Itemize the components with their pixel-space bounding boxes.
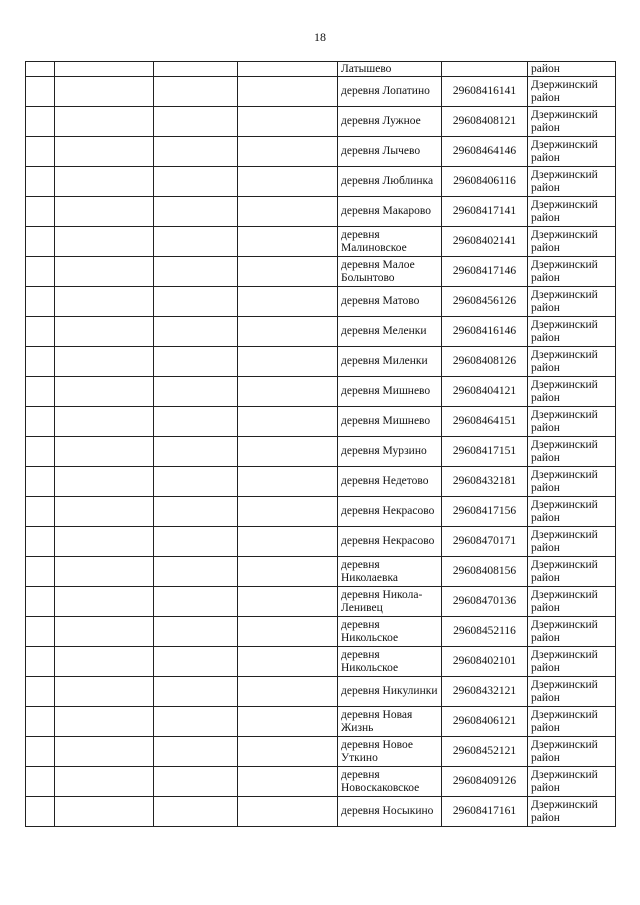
district-cell: район <box>528 62 616 77</box>
district-cell: Дзержинский район <box>528 437 616 467</box>
empty-cell <box>26 407 55 437</box>
empty-cell <box>26 437 55 467</box>
empty-cell <box>238 677 338 707</box>
empty-cell <box>55 317 154 347</box>
oktmo-code-cell: 29608470136 <box>442 587 528 617</box>
empty-cell <box>55 77 154 107</box>
empty-cell <box>154 467 238 497</box>
settlement-name-cell: деревня Миленки <box>338 347 442 377</box>
empty-cell <box>238 467 338 497</box>
empty-cell <box>26 767 55 797</box>
empty-cell <box>238 377 338 407</box>
district-cell: Дзержинский район <box>528 587 616 617</box>
empty-cell <box>55 467 154 497</box>
table-row <box>26 317 616 347</box>
settlement-name-cell: деревня Новая Жизнь <box>338 707 442 737</box>
empty-cell <box>55 347 154 377</box>
empty-cell <box>26 107 55 137</box>
empty-cell <box>26 587 55 617</box>
empty-cell <box>154 737 238 767</box>
table-row <box>26 377 616 407</box>
empty-cell <box>238 737 338 767</box>
empty-cell <box>55 227 154 257</box>
district-cell: Дзержинский район <box>528 137 616 167</box>
oktmo-code-cell: 29608404121 <box>442 377 528 407</box>
empty-cell <box>154 77 238 107</box>
empty-cell <box>55 527 154 557</box>
empty-cell <box>154 677 238 707</box>
oktmo-code-cell: 29608417151 <box>442 437 528 467</box>
empty-cell <box>26 497 55 527</box>
settlement-name-cell: деревня Малое Болынтово <box>338 257 442 287</box>
empty-cell <box>55 407 154 437</box>
table-row <box>26 527 616 557</box>
empty-cell <box>26 347 55 377</box>
settlement-name-cell: деревня Недетово <box>338 467 442 497</box>
district-cell: Дзержинский район <box>528 287 616 317</box>
table-row <box>26 467 616 497</box>
settlement-name-cell: деревня Макарово <box>338 197 442 227</box>
district-cell: Дзержинский район <box>528 197 616 227</box>
empty-cell <box>154 107 238 137</box>
oktmo-code-cell: 29608406116 <box>442 167 528 197</box>
table-row <box>26 347 616 377</box>
empty-cell <box>26 797 55 827</box>
oktmo-code-cell: 29608417161 <box>442 797 528 827</box>
empty-cell <box>55 167 154 197</box>
empty-cell <box>154 227 238 257</box>
empty-cell <box>154 197 238 227</box>
oktmo-code-cell: 29608417141 <box>442 197 528 227</box>
empty-cell <box>238 647 338 677</box>
district-cell: Дзержинский район <box>528 527 616 557</box>
settlement-name-cell: деревня Лопатино <box>338 77 442 107</box>
empty-cell <box>55 437 154 467</box>
empty-cell <box>238 797 338 827</box>
oktmo-code-cell <box>442 62 528 77</box>
empty-cell <box>26 287 55 317</box>
table-row <box>26 677 616 707</box>
empty-cell <box>26 557 55 587</box>
empty-cell <box>26 707 55 737</box>
district-cell: Дзержинский район <box>528 467 616 497</box>
empty-cell <box>238 317 338 347</box>
empty-cell <box>238 437 338 467</box>
empty-cell <box>154 797 238 827</box>
district-cell: Дзержинский район <box>528 617 616 647</box>
oktmo-code-cell: 29608456126 <box>442 287 528 317</box>
settlement-name-cell: деревня Мурзино <box>338 437 442 467</box>
settlement-name-cell: деревня Люблинка <box>338 167 442 197</box>
district-cell: Дзержинский район <box>528 707 616 737</box>
empty-cell <box>55 107 154 137</box>
table-row <box>26 407 616 437</box>
empty-cell <box>154 137 238 167</box>
empty-cell <box>26 167 55 197</box>
table-row <box>26 707 616 737</box>
empty-cell <box>26 737 55 767</box>
empty-cell <box>238 407 338 437</box>
table-row <box>26 497 616 527</box>
empty-cell <box>238 257 338 287</box>
empty-cell <box>154 317 238 347</box>
empty-cell <box>26 377 55 407</box>
oktmo-code-cell: 29608452121 <box>442 737 528 767</box>
empty-cell <box>26 677 55 707</box>
empty-cell <box>26 257 55 287</box>
oktmo-code-cell: 29608406121 <box>442 707 528 737</box>
empty-cell <box>55 797 154 827</box>
table-row <box>26 557 616 587</box>
empty-cell <box>238 227 338 257</box>
oktmo-code-cell: 29608402141 <box>442 227 528 257</box>
empty-cell <box>238 62 338 77</box>
table-row <box>26 227 616 257</box>
empty-cell <box>55 557 154 587</box>
table-row <box>26 287 616 317</box>
empty-cell <box>55 767 154 797</box>
table-body <box>26 62 616 827</box>
settlement-name-cell: деревня Мишнево <box>338 407 442 437</box>
empty-cell <box>238 107 338 137</box>
oktmo-code-cell: 29608470171 <box>442 527 528 557</box>
oktmo-code-cell: 29608408126 <box>442 347 528 377</box>
empty-cell <box>55 287 154 317</box>
district-cell: Дзержинский район <box>528 377 616 407</box>
empty-cell <box>154 287 238 317</box>
district-cell: Дзержинский район <box>528 797 616 827</box>
empty-cell <box>26 137 55 167</box>
empty-cell <box>238 707 338 737</box>
empty-cell <box>55 737 154 767</box>
table-row <box>26 437 616 467</box>
empty-cell <box>55 257 154 287</box>
oktmo-code-cell: 29608464151 <box>442 407 528 437</box>
settlement-name-cell: деревня Матово <box>338 287 442 317</box>
empty-cell <box>238 167 338 197</box>
settlement-name-cell: деревня Лычево <box>338 137 442 167</box>
settlement-name-cell: деревня Никола-Ленивец <box>338 587 442 617</box>
empty-cell <box>238 497 338 527</box>
table-row <box>26 257 616 287</box>
settlement-name-cell: деревня Некрасово <box>338 497 442 527</box>
district-cell: Дзержинский район <box>528 317 616 347</box>
settlement-name-cell: деревня Некрасово <box>338 527 442 557</box>
table-row <box>26 797 616 827</box>
empty-cell <box>26 317 55 347</box>
empty-cell <box>154 647 238 677</box>
oktmo-code-cell: 29608408121 <box>442 107 528 137</box>
empty-cell <box>154 707 238 737</box>
empty-cell <box>55 497 154 527</box>
table-row <box>26 62 616 77</box>
empty-cell <box>154 527 238 557</box>
district-cell: Дзержинский район <box>528 257 616 287</box>
settlements-table <box>25 61 616 827</box>
oktmo-code-cell: 29608416146 <box>442 317 528 347</box>
oktmo-code-cell: 29608416141 <box>442 77 528 107</box>
empty-cell <box>26 467 55 497</box>
empty-cell <box>26 527 55 557</box>
table-row <box>26 617 616 647</box>
district-cell: Дзержинский район <box>528 227 616 257</box>
settlement-name-cell: деревня Носыкино <box>338 797 442 827</box>
oktmo-code-cell: 29608408156 <box>442 557 528 587</box>
empty-cell <box>154 617 238 647</box>
district-cell: Дзержинский район <box>528 497 616 527</box>
table-row <box>26 167 616 197</box>
empty-cell <box>55 647 154 677</box>
table-row <box>26 107 616 137</box>
table-row <box>26 137 616 167</box>
empty-cell <box>154 437 238 467</box>
settlement-name-cell: Латышево <box>338 62 442 77</box>
empty-cell <box>238 557 338 587</box>
table-row <box>26 587 616 617</box>
oktmo-code-cell: 29608417156 <box>442 497 528 527</box>
oktmo-code-cell: 29608432181 <box>442 467 528 497</box>
settlement-name-cell: деревня Новое Уткино <box>338 737 442 767</box>
district-cell: Дзержинский район <box>528 737 616 767</box>
district-cell: Дзержинский район <box>528 557 616 587</box>
table-row <box>26 77 616 107</box>
empty-cell <box>154 62 238 77</box>
empty-cell <box>238 617 338 647</box>
empty-cell <box>238 587 338 617</box>
district-cell: Дзержинский район <box>528 647 616 677</box>
empty-cell <box>55 377 154 407</box>
oktmo-code-cell: 29608452116 <box>442 617 528 647</box>
empty-cell <box>26 77 55 107</box>
empty-cell <box>238 197 338 227</box>
empty-cell <box>154 167 238 197</box>
empty-cell <box>154 557 238 587</box>
table-row <box>26 647 616 677</box>
oktmo-code-cell: 29608409126 <box>442 767 528 797</box>
settlement-name-cell: деревня Мишнево <box>338 377 442 407</box>
empty-cell <box>26 197 55 227</box>
settlement-name-cell: деревня Меленки <box>338 317 442 347</box>
empty-cell <box>238 527 338 557</box>
empty-cell <box>55 62 154 77</box>
empty-cell <box>55 137 154 167</box>
empty-cell <box>238 287 338 317</box>
empty-cell <box>154 587 238 617</box>
empty-cell <box>154 257 238 287</box>
settlement-name-cell: деревня Никольское <box>338 647 442 677</box>
empty-cell <box>55 677 154 707</box>
empty-cell <box>55 617 154 647</box>
settlement-name-cell: деревня Новоскаковское <box>338 767 442 797</box>
empty-cell <box>26 647 55 677</box>
empty-cell <box>26 617 55 647</box>
oktmo-code-cell: 29608402101 <box>442 647 528 677</box>
district-cell: Дзержинский район <box>528 407 616 437</box>
oktmo-code-cell: 29608464146 <box>442 137 528 167</box>
district-cell: Дзержинский район <box>528 107 616 137</box>
settlement-name-cell: деревня Никольское <box>338 617 442 647</box>
empty-cell <box>154 497 238 527</box>
empty-cell <box>55 707 154 737</box>
oktmo-code-cell: 29608417146 <box>442 257 528 287</box>
empty-cell <box>238 347 338 377</box>
district-cell: Дзержинский район <box>528 167 616 197</box>
empty-cell <box>154 347 238 377</box>
district-cell: Дзержинский район <box>528 677 616 707</box>
empty-cell <box>26 62 55 77</box>
page-number: 18 <box>314 30 326 44</box>
empty-cell <box>154 407 238 437</box>
settlement-name-cell: деревня Никулинки <box>338 677 442 707</box>
settlement-name-cell: деревня Николаевка <box>338 557 442 587</box>
oktmo-code-cell: 29608432121 <box>442 677 528 707</box>
table-row <box>26 737 616 767</box>
settlement-name-cell: деревня Малиновское <box>338 227 442 257</box>
empty-cell <box>238 137 338 167</box>
district-cell: Дзержинский район <box>528 347 616 377</box>
district-cell: Дзержинский район <box>528 767 616 797</box>
empty-cell <box>154 377 238 407</box>
empty-cell <box>238 77 338 107</box>
empty-cell <box>26 227 55 257</box>
empty-cell <box>154 767 238 797</box>
empty-cell <box>238 767 338 797</box>
table-row <box>26 197 616 227</box>
empty-cell <box>55 197 154 227</box>
district-cell: Дзержинский район <box>528 77 616 107</box>
settlement-name-cell: деревня Лужное <box>338 107 442 137</box>
table-row <box>26 767 616 797</box>
empty-cell <box>55 587 154 617</box>
